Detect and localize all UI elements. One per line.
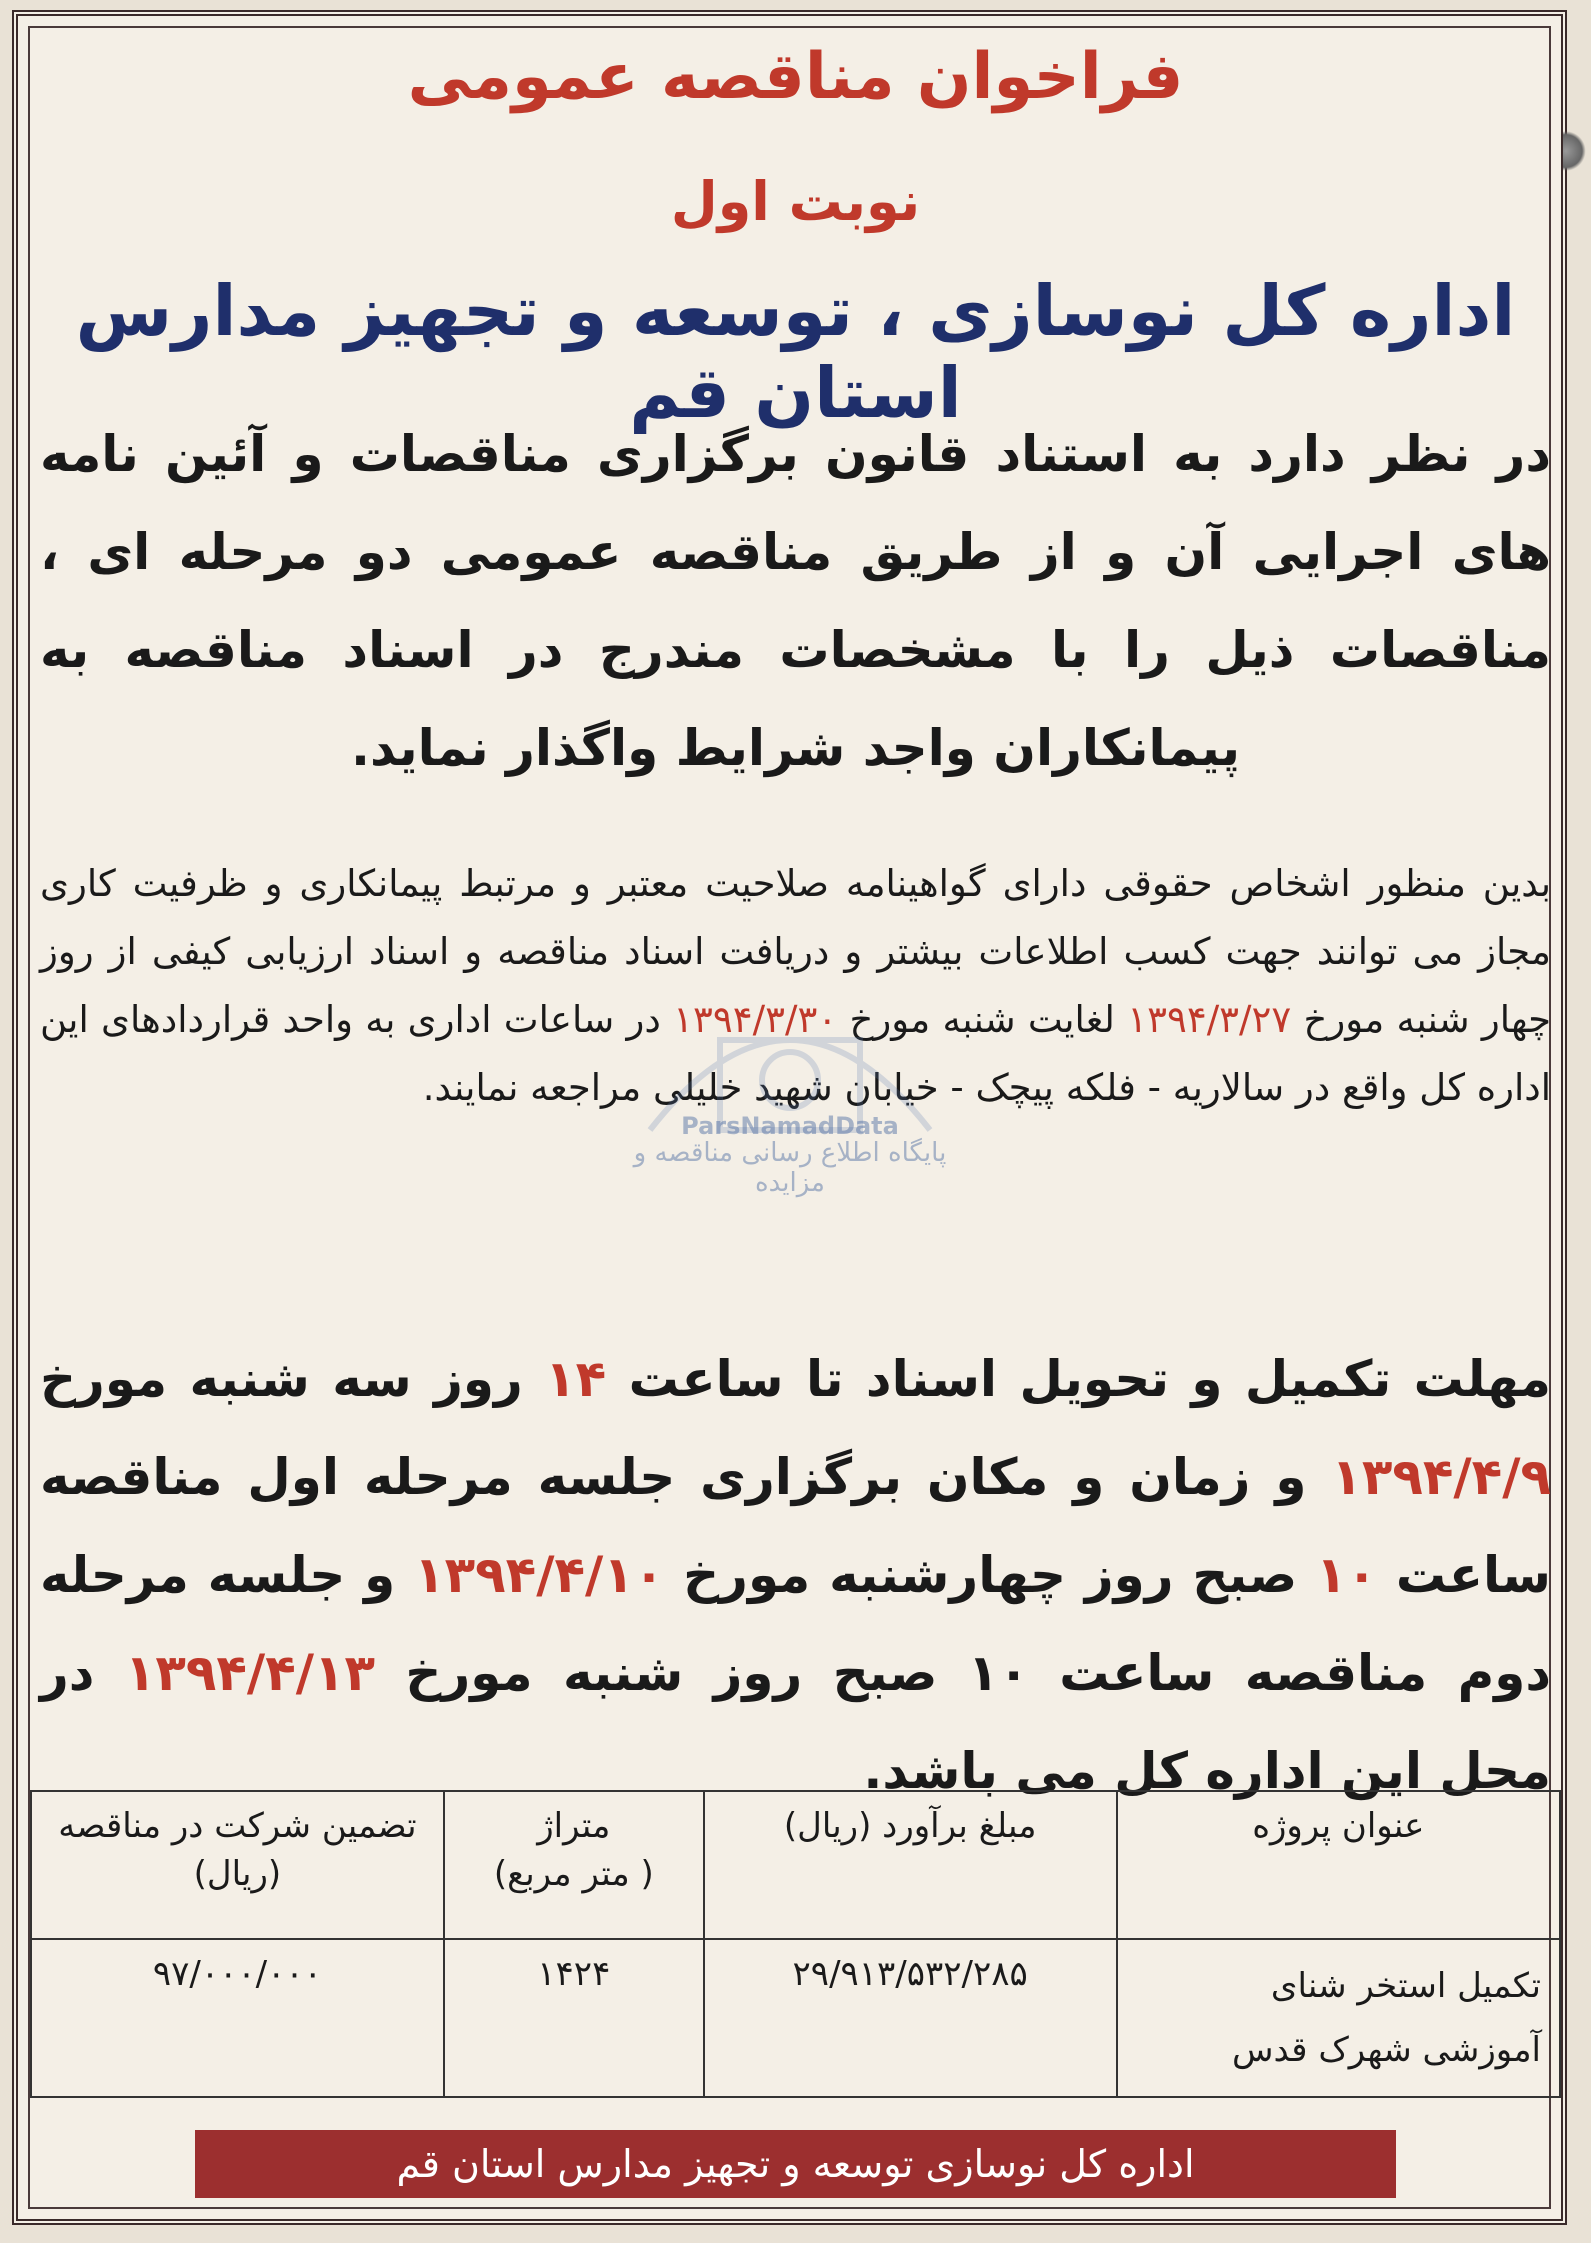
header-area-line1: متراژ (537, 1806, 611, 1846)
cell-project-line2: آموزشی شهرک قدس (1231, 2030, 1541, 2070)
submission-date: ۱۳۹۴/۴/۹ (1331, 1448, 1551, 1506)
deadline-text-4: صبح روز چهارشنبه مورخ (683, 1546, 1298, 1604)
cell-project-line1: تکمیل استخر شنای (1270, 1966, 1541, 2006)
first-session-hour: ۱۰ (1316, 1546, 1378, 1604)
start-date: ۱۳۹۴/۳/۲۷ (1127, 998, 1292, 1041)
organization-name: اداره کل نوسازی ، توسعه و تجهیز مدارس استان قم (75, 270, 1516, 434)
cell-area: ۱۴۲۴ (444, 1939, 704, 2097)
watermark-brand: ParsNamadData (681, 1112, 899, 1140)
body-text-part-3: در ساعات اداری به واحد قراردادهای این اداره کل واقع در سالاریه - فلکه پیچک - خیابان شهید خلیلی مراجعه نمایند. (40, 998, 1551, 1109)
notice-round: نوبت اول (670, 170, 921, 233)
header-project: عنوان پروژه (1117, 1791, 1560, 1939)
header-guarantee (31, 1791, 444, 1939)
deadline-text-1: مهلت تکمیل و تحویل اسناد تا ساعت (628, 1350, 1551, 1408)
header-guarantee-line2: (ریال) (193, 1854, 282, 1894)
submission-hour: ۱۴ (545, 1350, 607, 1408)
cell-project (1117, 1939, 1560, 2097)
first-session-date: ۱۳۹۴/۴/۱۰ (414, 1546, 665, 1604)
deadline-text-3: و زمان و مکان برگزاری جلسه مرحله اول مناقصه ساعت (40, 1448, 1551, 1604)
table-row (31, 1939, 1560, 2097)
footer-banner: اداره کل نوسازی توسعه و تجهیز مدارس استان قم (195, 2130, 1396, 2198)
table-header-row (31, 1791, 1560, 1939)
header-area-line2: ( متر مربع) (493, 1854, 654, 1894)
watermark-caption: پایگاه اطلاع رسانی مناقصه و مزایده (633, 1138, 947, 1198)
cell-guarantee: ۹۷/۰۰۰/۰۰۰ (31, 1939, 444, 2097)
deadline-paragraph (40, 1330, 1551, 1820)
header-estimate: مبلغ برآورد (ریال) (704, 1791, 1117, 1939)
cell-estimate: ۲۹/۹۱۳/۵۳۲/۲۸۵ (704, 1939, 1117, 2097)
header-guarantee-line1: تضمین شرکت در مناقصه (58, 1806, 417, 1846)
end-date: ۱۳۹۴/۳/۳۰ (673, 998, 838, 1041)
body-text-part-1: بدین منظور اشخاص حقوقی دارای گواهینامه صلاحیت معتبر و مرتبط پیمانکاری و ظرفیت کاری مجاز می توانند جهت کسب اطلاعات بیشتر و دریافت اسناد مناقصه و اسناد ارزیابی کیفی از روز چهار شنبه مورخ (40, 862, 1552, 1041)
deadline-text-2: روز سه شنبه مورخ (40, 1350, 523, 1408)
notice-title: فراخوان مناقصه عمومی (407, 40, 1184, 114)
deadline-text-6: در محل این اداره کل می باشد. (40, 1644, 1551, 1800)
intro-paragraph: در نظر دارد به استناد قانون برگزاری مناقصات و آئین نامه های اجرایی آن و از طریق مناقصه عمومی دو مرحله ای ، مناقصات ذیل را با مشخصات مندرج در اسناد مناقصه به پیمانکاران واجد شرایط واگذار نماید. (40, 425, 1551, 777)
body-text-part-2: لغایت شنبه مورخ (849, 998, 1115, 1041)
header-area (444, 1791, 704, 1939)
second-session-date: ۱۳۹۴/۴/۱۳ (124, 1644, 376, 1702)
tender-table (30, 1790, 1561, 2098)
deadline-text-5: و جلسه مرحله دوم مناقصه ساعت ۱۰ صبح روز شنبه مورخ (40, 1546, 1551, 1702)
